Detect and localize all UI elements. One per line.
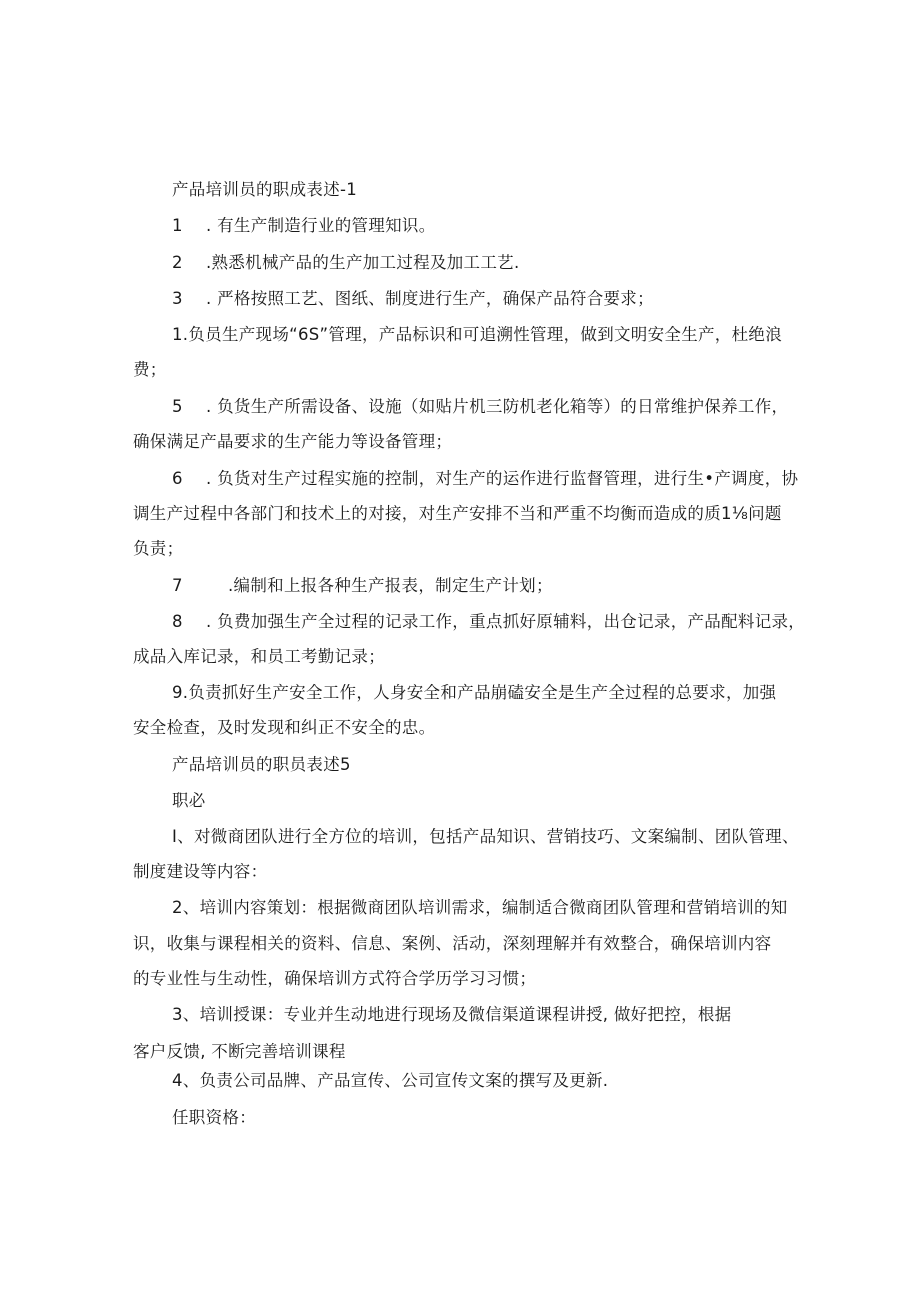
duty-1-line-1: I、对微商团队进行全方位的培训，包括产品知识、营销技巧、文案编制、团队管理、	[172, 827, 799, 846]
item-8-text: . 负费加强生产全过程的记录工作，重点抓好原辅料，出仓记录，产品配料记录，	[206, 612, 806, 631]
item-8-line-1	[172, 612, 805, 632]
duty-2-line-2: 识，收集与课程相关的资料、信息、案例、活动，深刻理解并有效整合，确保培训内容	[133, 934, 772, 953]
item-6-number: 6	[172, 469, 183, 488]
item-3	[172, 289, 654, 309]
duty-2-line-3: 的专业性与生动性，确保培训方式符合学历学习习惯；	[133, 969, 537, 988]
duty-3-line-2: 客户反馈, 不断完善培训课程	[133, 1042, 346, 1061]
qualification-label: 任职资格：	[172, 1108, 256, 1127]
item-6-line-2: 调生产过程中各部门和技术上的对接，对生产安排不当和严重不均衡而造成的质1⅛问题	[133, 504, 782, 523]
item-5-line-2: 确保满足产晶要求的生产能力等设备管理；	[133, 432, 453, 451]
item-8-line-2: 成品入库记录，和员工考勤记录；	[133, 647, 385, 666]
duty-label: 职必	[172, 791, 206, 810]
item-7	[172, 576, 553, 596]
item-5-number: 5	[172, 397, 183, 416]
item-7-number: 7	[172, 576, 183, 595]
duty-1-line-2: 制度建设等内容：	[133, 862, 268, 881]
item-9-line-2: 安全检查，及时发现和纠正不安全的忠。	[133, 718, 436, 737]
section2-title: 产品培训员的职员表述5	[172, 755, 351, 774]
item-6-line-1	[172, 469, 798, 489]
item-1	[172, 216, 436, 236]
section1-title: 产品培训员的职成表述-1	[172, 180, 358, 199]
item-5-line-1	[172, 397, 788, 417]
item-2-text: .熟悉机械产品的生产加工过程及加工工艺.	[206, 253, 520, 272]
duty-4: 4、负责公司品牌、产品宣传、公司宣传文案的撰写及更新.	[172, 1071, 609, 1090]
item-7-text: .编制和上报各种生产报表，制定生产计划；	[228, 576, 553, 595]
duty-2-line-1: 2、培训内容策划：根据微商团队培训需求，编制适合微商团队管理和营销培训的知	[172, 898, 788, 917]
item-3-text: . 严格按照工艺、图纸、制度进行生产，确保产品符合要求；	[206, 289, 654, 308]
item-2-number: 2	[172, 253, 183, 272]
item-6-line-3: 负责；	[133, 539, 184, 558]
item-1-text: . 有生产制造行业的管理知识。	[206, 216, 436, 235]
item-9-line-1: 9.负责抓好生产安全工作，人身安全和产品崩磕安全是生产全过程的总要求，加强	[172, 683, 777, 702]
item-4-line-1: 1.负员生产现场“6S”管理，产品标识和可追溯性管理，做到文明安全生产，杜绝浪	[172, 325, 783, 344]
item-2	[172, 253, 520, 273]
item-1-number: 1	[172, 216, 183, 235]
item-6-text: . 负货对生产过程实施的控制，对生产的运作进行监督管理，进行生•产调度，协	[206, 469, 799, 488]
item-5-text: . 负货生产所需设备、设施（如贴片机三防机老化箱等）的日常维护保养工作，	[206, 397, 789, 416]
duty-3-line-1: 3、培训授课：专业并生动地进行现场及微信渠道课程讲授, 做好把控，根据	[172, 1005, 732, 1024]
item-3-number: 3	[172, 289, 183, 308]
item-4-line-2: 费；	[133, 360, 167, 379]
item-8-number: 8	[172, 612, 183, 631]
